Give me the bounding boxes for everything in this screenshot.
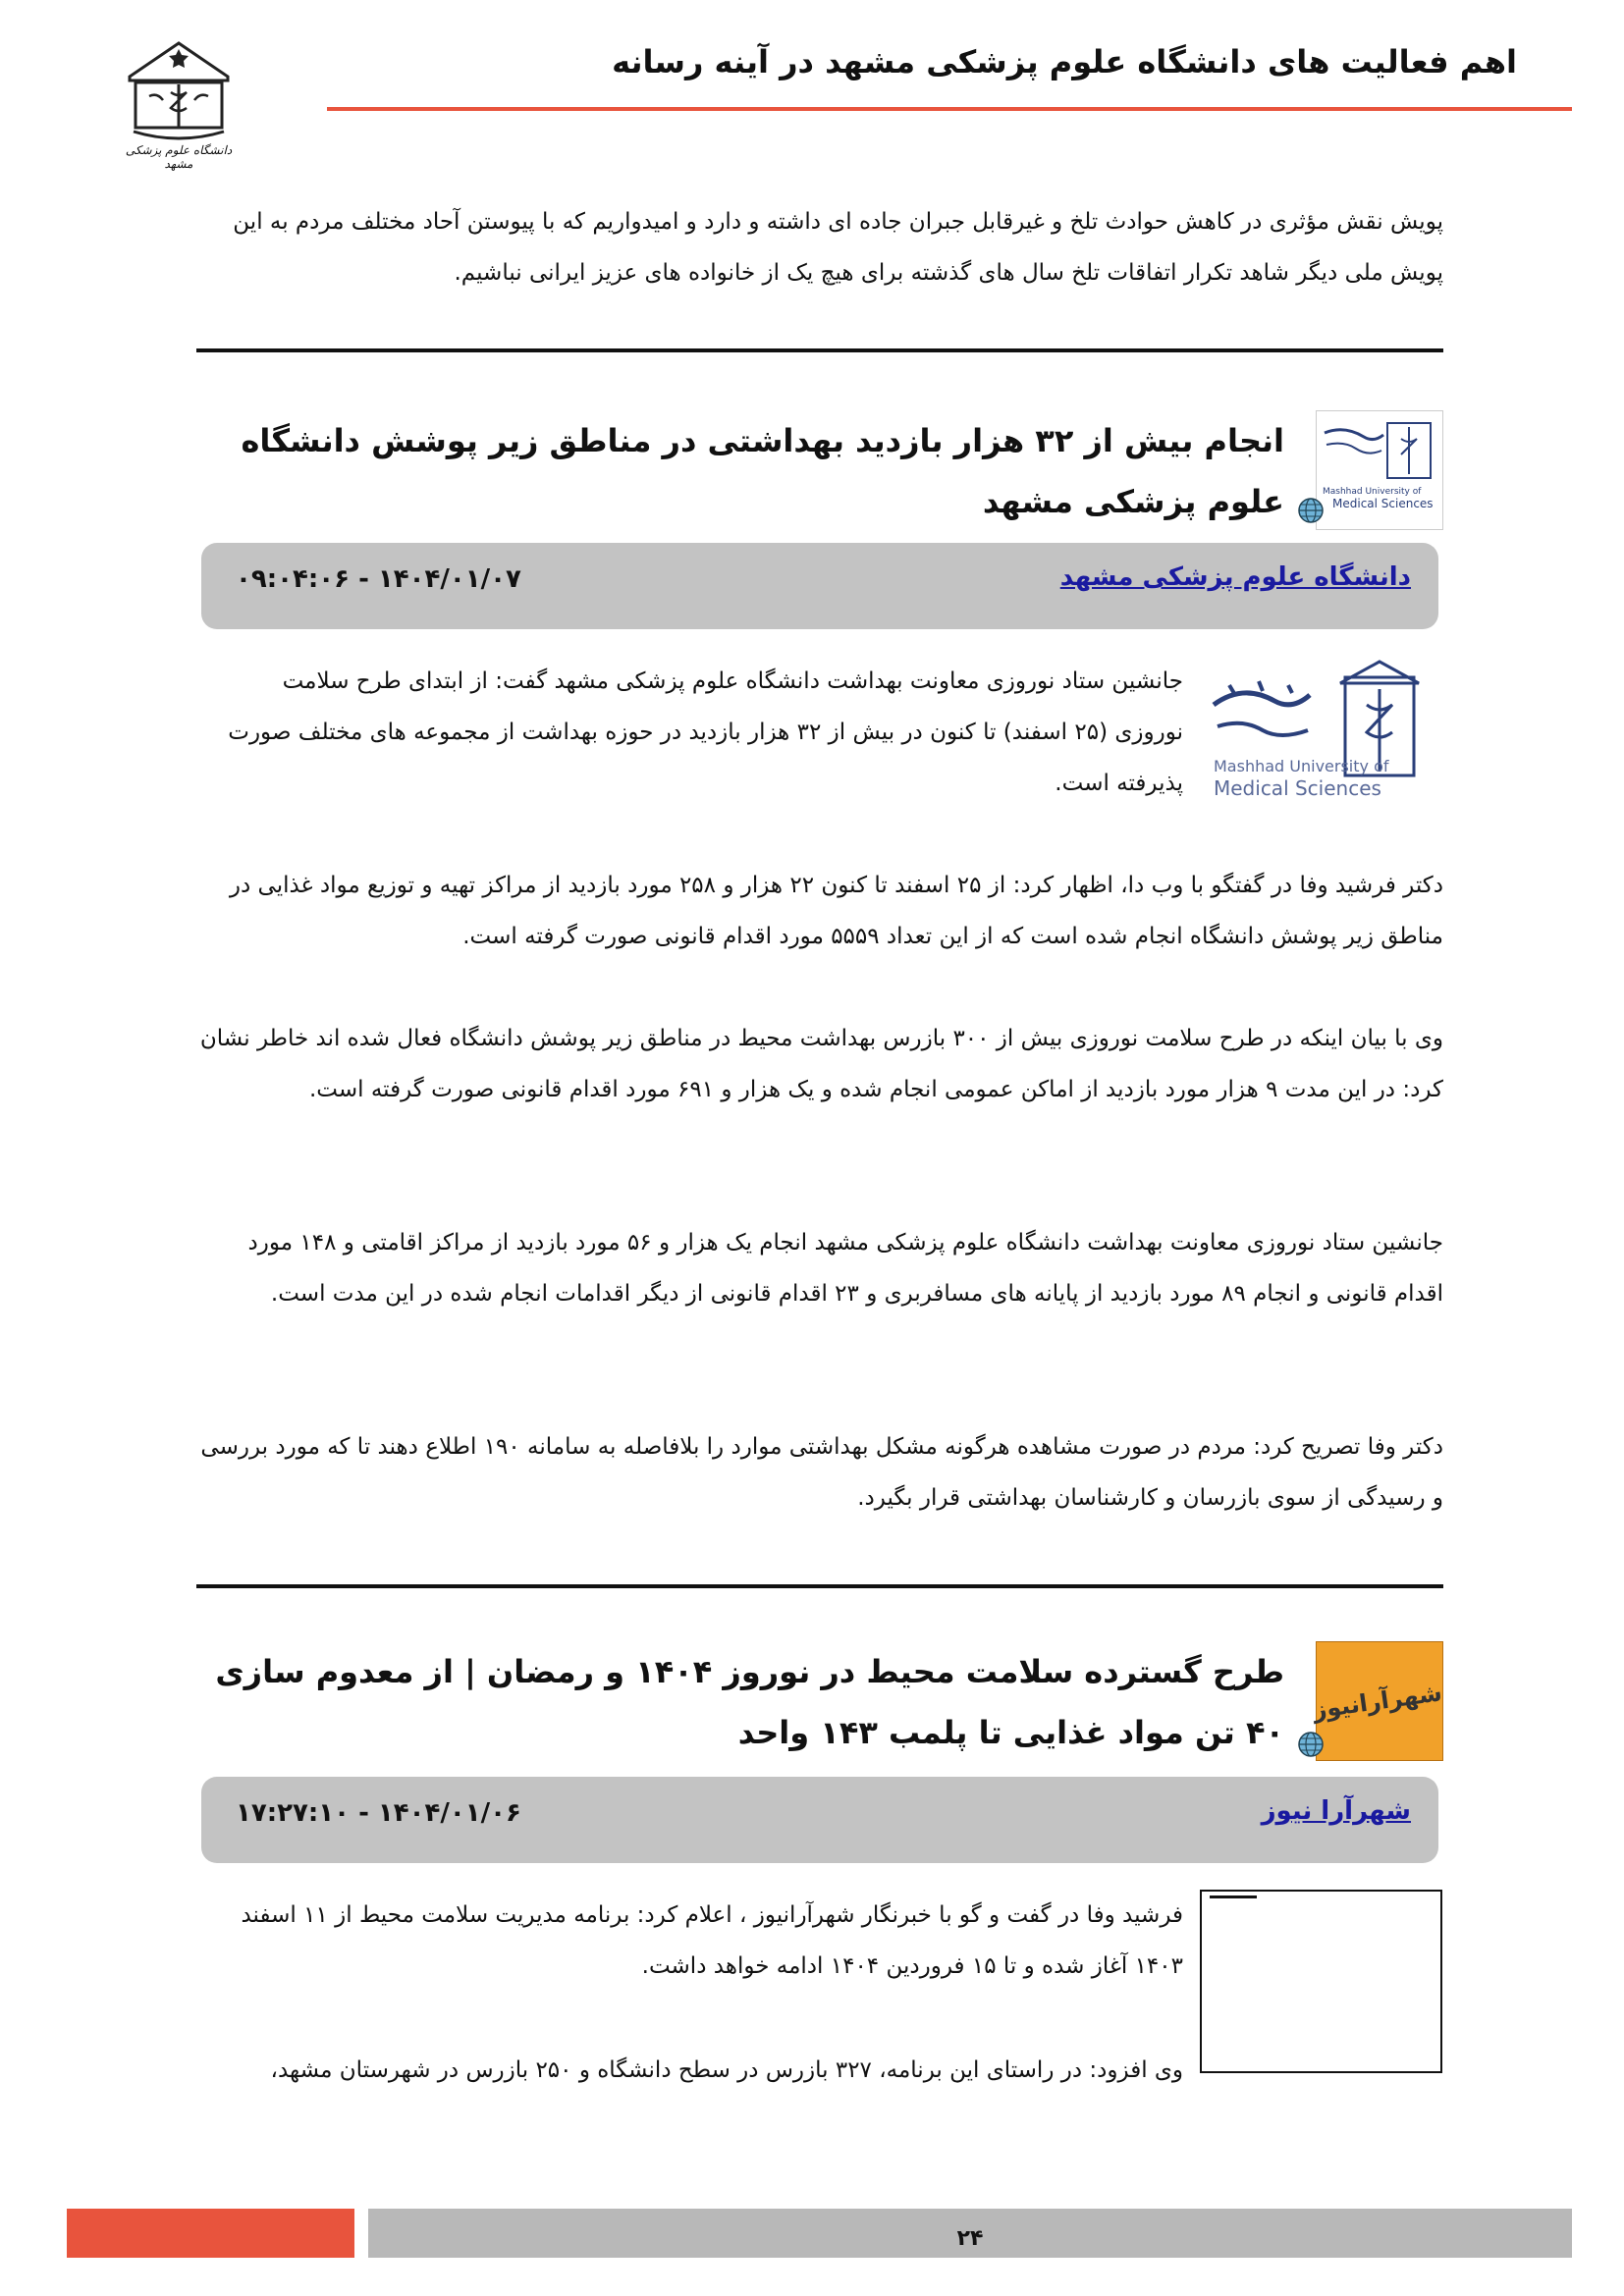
- header-rule: [327, 107, 1572, 111]
- article-source-link[interactable]: شهرآ‌را نیوز: [1261, 1796, 1411, 1826]
- article-meta-bar: [201, 1777, 1438, 1863]
- article-paragraph: وی با بیان اینکه در طرح سلامت نوروزی بیش از ۳۰۰ بازرس بهداشت محیط در مناطق زیر پوشش دانشگاه فعال شده اند خاطر نشان کرد: در این مدت ۹ هزار مورد بازدید از اماکن عمومی انجام شده و یک هزار و ۶۹۱ مورد اقدام قانونی صورت گرفته است.: [199, 1026, 1443, 1102]
- shahraranews-thumbnail: [1311, 1641, 1444, 1761]
- logo-text-en-2: Medical Sciences: [1214, 776, 1381, 800]
- article-thumbnail-logo: [1316, 410, 1443, 530]
- image-broken-marker: [1210, 1896, 1257, 1898]
- university-logo: [110, 37, 247, 171]
- article-source-link[interactable]: دانشگاه علوم پزشکی مشهد: [1059, 562, 1411, 592]
- article-paragraph: دکتر وفا تصریح کرد: مردم در صورت مشاهده هرگونه مشکل بهداشتی موارد را بلافاصله به سامانه ۱۹۰ اطلاع دهند تا که مورد بررسی و رسیدگی از سوی بازرسان و کارشناسان بهداشتی قرار بگیرد.: [200, 1434, 1443, 1511]
- article-lead: فرشید وفا در گفت و گو با خبرنگار شهرآرانیوز ، اعلام کرد: برنامه مدیریت سلامت محیط از ۱۱ اسفند ۱۴۰۳ آغاز شده و تا ۱۵ فروردین ۱۴۰۴ ادامه خواهد داشت.: [241, 1902, 1183, 1979]
- globe-icon[interactable]: [1296, 496, 1326, 525]
- intro-paragraph: پویش نقش مؤثری در کاهش حوادث تلخ و غیرقابل جبران جاده ای داشته و دارد و امیدواریم که با پیوستن آحاد مختلف مردم به این پویش ملی دیگر شاهد تکرار اتفاقات تلخ سال های گذشته برای هیچ یک از خانواده های عزیز ایرانی نباشیم.: [233, 209, 1443, 286]
- svg-text:Mashhad University of: Mashhad University of: [1323, 487, 1422, 497]
- page-number: ۲۴: [956, 2226, 984, 2251]
- svg-text:Medical Sciences: Medical Sciences: [1332, 497, 1434, 510]
- page-header-title: اهم فعالیت های دانشگاه علوم پزشکی مشهد در آینه رسانه: [612, 43, 1517, 80]
- article-title[interactable]: طرح گسترده سلامت محیط در نوروز ۱۴۰۴ و رمضان | از معدوم سازی ۴۰ تن مواد غذایی تا پلمب ۱۴۳ واحد: [215, 1653, 1284, 1751]
- logo-caption: دانشگاه علوم پزشکی مشهد: [125, 143, 233, 171]
- section-divider: [196, 348, 1443, 352]
- article-logo-image: [1200, 656, 1441, 836]
- article-datetime: ۱۴۰۴/۰۱/۰۷ - ۰۹:۰۴:۰۶: [236, 564, 521, 594]
- article-paragraph: دکتر فرشید وفا در گفتگو با وب دا، اظهار کرد: از ۲۵ اسفند تا کنون ۲۲ هزار و ۲۵۸ مورد بازدید از مراکز تهیه و توزیع مواد غذایی در مناطق زیر پوشش دانشگاه انجام شده است که از این تعداد ۵۵۵۹ مورد اقدام قانونی صورت گرفته است.: [229, 873, 1443, 949]
- article-paragraph: وی افزود: در راستای این برنامه، ۳۲۷ بازرس در سطح دانشگاه و ۲۵۰ بازرس در شهرستان مشهد،: [270, 2057, 1183, 2083]
- logo-text-en-1: Mashhad University of: [1214, 757, 1389, 775]
- article-paragraph: جانشین ستاد نوروزی معاونت بهداشت دانشگاه علوم پزشکی مشهد انجام یک هزار و ۵۶ مورد بازدید از مراکز اقامتی و ۱۴۸ مورد اقدام قانونی و انجام ۸۹ مورد بازدید از پایانه های مسافربری و ۲۳ اقدام قانونی از دیگر اقدامات انجام شده در این مدت است.: [247, 1230, 1443, 1307]
- article-title[interactable]: انجام بیش از ۳۲ هزار بازدید بهداشتی در مناطق زیر پوشش دانشگاه علوم پزشکی مشهد: [241, 422, 1284, 520]
- thumbnail-logo-text: شهرآرانیوز: [1311, 1679, 1444, 1725]
- article-datetime: ۱۴۰۴/۰۱/۰۶ - ۱۷:۲۷:۱۰: [236, 1798, 521, 1828]
- footer-accent-bar: [67, 2209, 354, 2258]
- article-image-placeholder: [1200, 1890, 1442, 2073]
- globe-icon[interactable]: [1296, 1730, 1326, 1759]
- article-meta-bar: [201, 543, 1438, 629]
- section-divider: [196, 1584, 1443, 1588]
- article-lead: جانشین ستاد نوروزی معاونت بهداشت دانشگاه علوم پزشکی مشهد گفت: از ابتدای طرح سلامت نوروزی (۲۵ اسفند) تا کنون در بیش از ۳۲ هزار بازدید در حوزه بهداشت از مجموعه های مختلف صورت پذیرفته است.: [228, 668, 1183, 796]
